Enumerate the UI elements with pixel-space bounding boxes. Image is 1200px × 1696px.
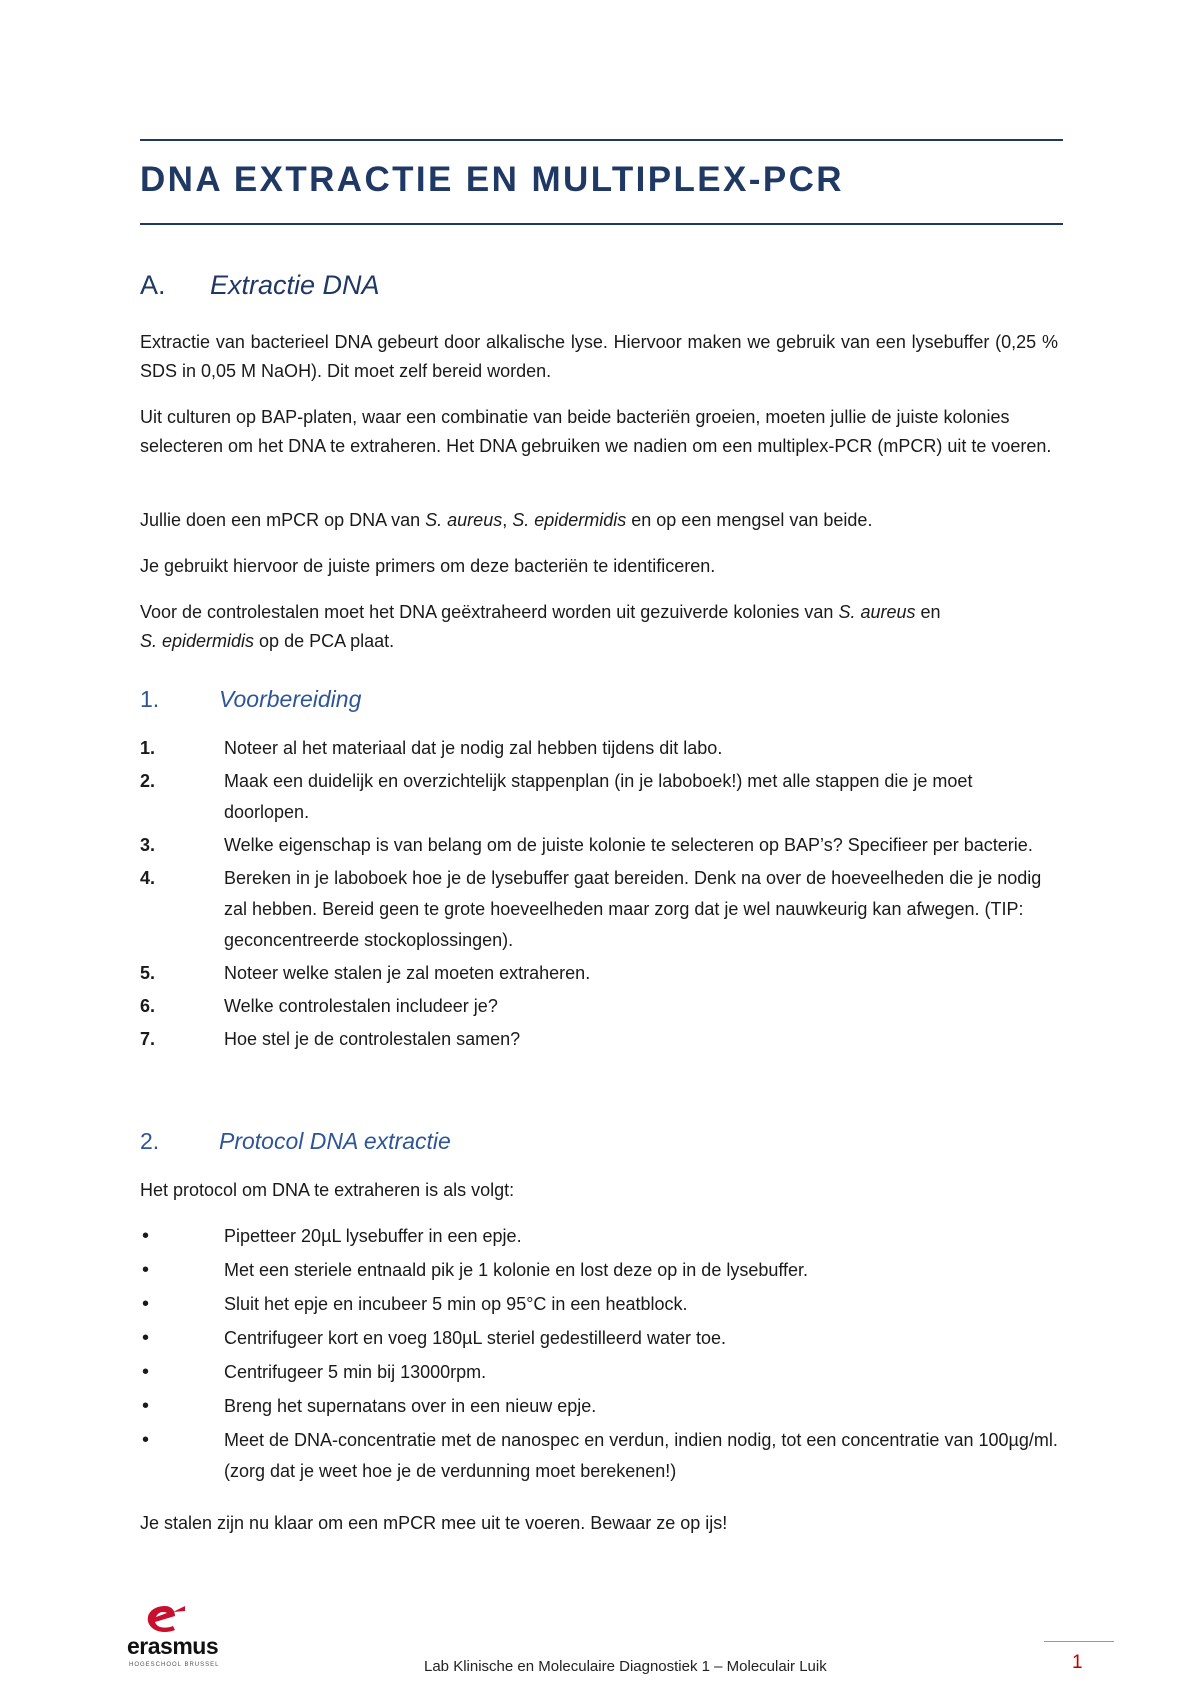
section-1-heading xyxy=(140,686,361,713)
list-number: 3. xyxy=(140,835,156,855)
list-item xyxy=(140,766,1058,828)
list-text: Bereken in je laboboek hoe je de lysebuffer gaat bereiden. Denk na over de hoeveelheden die je nodig zal hebben. Bereid geen te grote hoeveelheden maar zorg dat je wel nauwkeurig kan afwegen. (TIP: geconcentreerde stockoplossingen). xyxy=(224,868,1042,950)
logo-e-shape xyxy=(148,1606,175,1632)
protocol-step xyxy=(140,1391,1058,1422)
title-bottom-rule xyxy=(140,223,1063,225)
bullet-marker: • xyxy=(142,1225,150,1247)
protocol-closing: Je stalen zijn nu klaar om een mPCR mee uit te voeren. Bewaar ze op ijs! xyxy=(140,1513,728,1533)
text-run: en op een mengsel van beide. xyxy=(626,510,873,530)
protocol-steps xyxy=(140,1221,1058,1490)
list-number: 1. xyxy=(140,738,156,758)
species-name: S. epidermidis xyxy=(140,631,255,651)
logo-subtitle: HOGESCHOOL BRUSSEL xyxy=(129,1662,220,1668)
page-number: 1 xyxy=(1072,1652,1083,1673)
step-text: Sluit het epje en incubeer 5 min op 95°C in een heatblock. xyxy=(224,1294,688,1314)
list-item xyxy=(140,863,1058,956)
paragraph-intro: Extractie van bacterieel DNA gebeurt door alkalische lyse. Hiervoor maken we gebruik van een lysebuffer (0,25 % SDS in 0,05 M NaOH). Dit moet zelf bereid worden. xyxy=(140,332,1058,381)
text-run: en xyxy=(915,602,941,622)
list-text: Noteer al het materiaal dat je nodig zal hebben tijdens dit labo. xyxy=(224,738,723,758)
list-item xyxy=(140,1024,1058,1055)
list-text: Maak een duidelijk en overzichtelijk stappenplan (in je laboboek!) met alle stappen die je moet doorlopen. xyxy=(224,771,973,822)
protocol-step xyxy=(140,1255,1058,1286)
protocol-step xyxy=(140,1289,1058,1320)
species-name: S. aureus xyxy=(838,602,916,622)
step-text: Breng het supernatans over in een nieuw epje. xyxy=(224,1396,597,1416)
step-text: Centrifugeer 5 min bij 13000rpm. xyxy=(224,1362,487,1382)
step-text: Pipetteer 20µL lysebuffer in een epje. xyxy=(224,1226,522,1246)
text-run: op de PCA plaat. xyxy=(254,631,395,651)
list-item xyxy=(140,830,1058,861)
protocol-step xyxy=(140,1221,1058,1252)
preparation-list xyxy=(140,733,1058,1057)
erasmus-logo xyxy=(127,1602,237,1682)
paragraph-controls xyxy=(140,598,1058,656)
footer-rule xyxy=(1044,1641,1114,1642)
section-a-number: A. xyxy=(140,270,166,300)
bullet-marker: • xyxy=(142,1361,150,1383)
section-2-number: 2. xyxy=(140,1128,160,1154)
bullet-marker: • xyxy=(142,1293,150,1315)
list-item xyxy=(140,991,1058,1022)
logo-wordmark: erasmus xyxy=(127,1633,219,1659)
protocol-step xyxy=(140,1323,1058,1354)
section-a-heading xyxy=(140,270,380,301)
section-a-title: Extractie DNA xyxy=(210,270,380,300)
protocol-intro: Het protocol om DNA te extraheren is als volgt: xyxy=(140,1180,515,1200)
bullet-marker: • xyxy=(142,1429,150,1451)
list-item xyxy=(140,733,1058,764)
step-text: Meet de DNA-concentratie met de nanospec en verdun, indien nodig, tot een concentratie van 100µg/ml. (zorg dat je weet hoe je de verdunning moet berekenen!) xyxy=(224,1430,1058,1481)
list-item xyxy=(140,958,1058,989)
section-2-heading xyxy=(140,1128,451,1155)
footer-course: Lab Klinische en Moleculaire Diagnostiek 1 – Moleculair Luik xyxy=(424,1658,827,1675)
section-1-number: 1. xyxy=(140,686,160,712)
list-text: Welke eigenschap is van belang om de juiste kolonie te selecteren op BAP’s? Specifieer per bacterie. xyxy=(224,835,1033,855)
list-number: 5. xyxy=(140,963,156,983)
paragraph-mpcr xyxy=(140,506,1058,535)
paragraph-primers: Je gebruikt hiervoor de juiste primers om deze bacteriën te identificeren. xyxy=(140,556,716,576)
paragraph-cultures: Uit culturen op BAP-platen, waar een combinatie van beide bacteriën groeien, moeten jullie de juiste kolonies selecteren om het DNA te extraheren. Het DNA gebruiken we nadien om een multiplex-PCR (mPCR) uit te voeren. xyxy=(140,407,1052,456)
list-number: 6. xyxy=(140,996,156,1016)
bullet-marker: • xyxy=(142,1259,150,1281)
text-run: Jullie doen een mPCR op DNA van xyxy=(140,510,426,530)
list-number: 2. xyxy=(140,771,156,791)
document-title: DNA EXTRACTIE EN MULTIPLEX-PCR xyxy=(140,160,844,199)
list-number: 7. xyxy=(140,1029,156,1049)
list-text: Noteer welke stalen je zal moeten extraheren. xyxy=(224,963,591,983)
bullet-marker: • xyxy=(142,1327,150,1349)
section-1-title: Voorbereiding xyxy=(219,686,362,712)
list-text: Hoe stel je de controlestalen samen? xyxy=(224,1029,521,1049)
text-run: Voor de controlestalen moet het DNA geëxtraheerd worden uit gezuiverde kolonies van xyxy=(140,602,839,622)
species-name: S. epidermidis xyxy=(512,510,627,530)
protocol-step xyxy=(140,1357,1058,1388)
species-name: S. aureus xyxy=(425,510,503,530)
list-number: 4. xyxy=(140,868,156,888)
section-2-title: Protocol DNA extractie xyxy=(219,1128,451,1154)
list-text: Welke controlestalen includeer je? xyxy=(224,996,498,1016)
bullet-marker: • xyxy=(142,1395,150,1417)
text-run: , xyxy=(502,510,513,530)
step-text: Met een steriele entnaald pik je 1 kolonie en lost deze op in de lysebuffer. xyxy=(224,1260,809,1280)
title-top-rule xyxy=(140,139,1063,141)
protocol-step xyxy=(140,1425,1058,1487)
logo-accent-shape xyxy=(173,1606,185,1612)
step-text: Centrifugeer kort en voeg 180µL steriel gedestilleerd water toe. xyxy=(224,1328,726,1348)
